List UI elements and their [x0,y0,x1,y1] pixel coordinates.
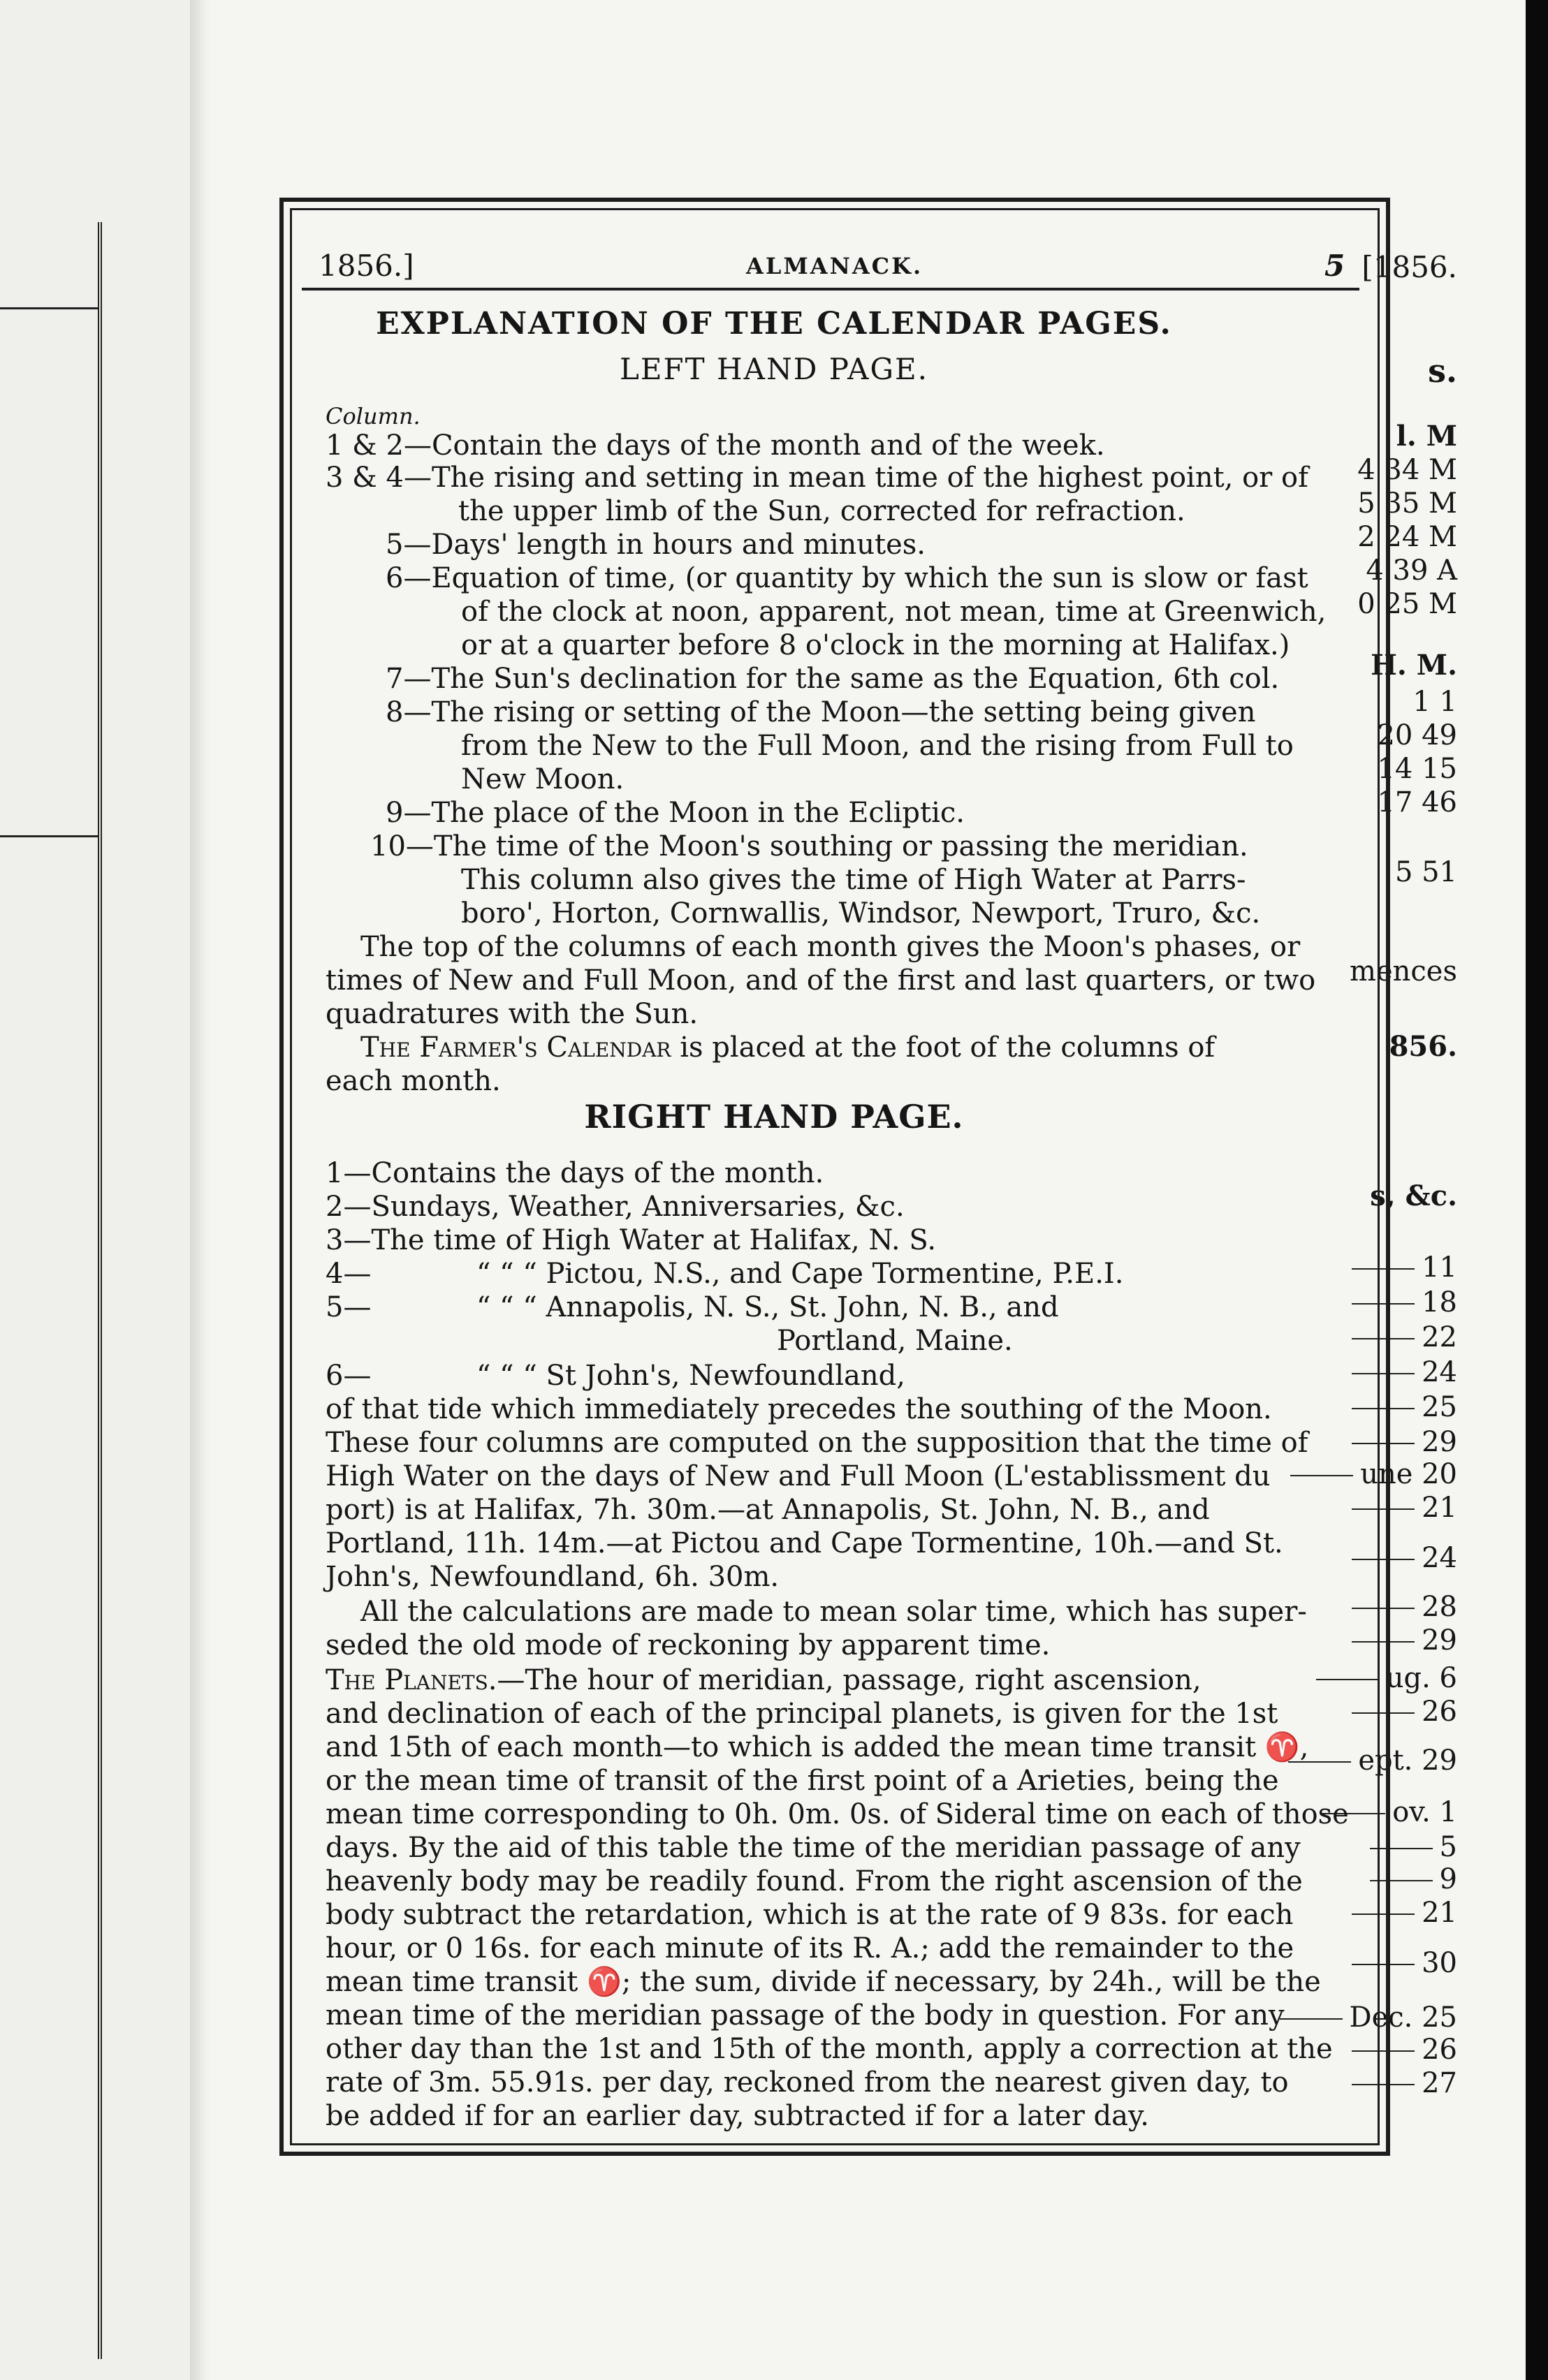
item-number: 10 [370,830,406,862]
list-item [458,494,1185,528]
paragraph-line: and declination of each of the principal planets, is given for the 1st [326,1698,1278,1730]
paragraph-line: heavenly body may be readily found. From the right ascension of the [326,1865,1303,1897]
item-number: 1 & 2 [326,429,404,462]
paragraph-line: John's, Newfoundland, 6h. 30m. [326,1561,780,1593]
left-total-row: 5 51 [1394,856,1457,888]
paragraph-line: rate of 3m. 55.91s. per day, reckoned from the nearest given day, to [326,2066,1289,2099]
left-date-row: 21 [1422,1897,1457,1929]
header-year: 1856.] [319,249,414,283]
paragraph-line: quadratures with the Sun. [326,998,699,1030]
left-col-head-2: H. M. [1371,649,1457,682]
paragraph-line: of that tide which immediately precedes the southing of the Moon. [326,1393,1272,1425]
left-date-row: ov. 1 [1392,1796,1457,1828]
item-number: 1 [326,1157,344,1189]
left-page-frame [0,222,102,2359]
list-item [326,1257,1123,1291]
paragraph-line: other day than the 1st and 15th of the month, apply a correction at the [326,2033,1333,2065]
left-time-row: 14 15 [1377,753,1457,785]
list-item [461,595,1326,629]
item-text: “ “ “ Annapolis, N. S., St. John, N. B., and [476,1291,1059,1323]
paragraph-line: be added if for an earlier day, subtracted if for a later day. [326,2100,1149,2132]
item-text: —Days' length in hours and minutes. [403,529,926,561]
left-date-row: 9 [1440,1863,1457,1895]
item-text: —The time of the Moon's southing or passing the meridian. [405,830,1248,862]
item-text: “ “ “ Pictou, N.S., and Cape Tormentine, P.E.I. [476,1258,1124,1290]
left-time-row: 4 34 M [1357,454,1457,486]
left-date-row: Dec. 25 [1350,2001,1457,2034]
left-date-row: 25 [1422,1391,1457,1423]
list-item [326,1224,936,1257]
list-item [461,729,1294,763]
left-date-row: 18 [1422,1286,1457,1318]
item-text: —Contain the days of the month and of the week. [403,429,1105,462]
left-hand-page-heading: LEFT HAND PAGE. [619,352,929,386]
left-date-row: ept. 29 [1358,1744,1457,1777]
left-date-row: 30 [1422,1947,1457,1979]
left-time-row: 1 1 [1412,686,1457,718]
paragraph-line: mean time of the meridian passage of the body in question. For any [326,1999,1285,2032]
list-item [461,763,624,796]
left-total-rule [0,835,98,837]
left-date-row: ug. 6 [1386,1662,1457,1694]
list-item [326,461,1308,494]
left-time-row: 20 49 [1377,719,1457,751]
item-text: from the New to the Full Moon, and the rising from Full to [461,730,1294,762]
paragraph-line: All the calculations are made to mean solar time, which has super- [360,1596,1307,1628]
left-text-fragment: 856. [1389,1030,1457,1063]
header-rule [302,288,1359,291]
left-date-row: 22 [1422,1321,1457,1353]
item-text: of the clock at noon, apparent, not mean, time at Greenwich, [461,596,1327,628]
list-item [386,796,965,830]
left-time-row: 17 46 [1377,786,1457,818]
left-date-row: 24 [1422,1356,1457,1388]
item-number: 2 [326,1191,344,1223]
item-text: —The Sun's declination for the same as the Equation, 6th col. [403,663,1280,695]
paragraph-line: mean time corresponding to 0h. 0m. 0s. of Sideral time on each of those [326,1798,1349,1830]
left-header: [1856. [1361,250,1457,284]
item-number: 4— [326,1258,372,1290]
paragraph-line: days. By the aid of this table the time of the meridian passage of any [326,1832,1301,1864]
list-item [370,830,1248,863]
item-text: boro', Horton, Cornwallis, Windsor, Newport, Truro, &c. [461,897,1261,930]
header-title: ALMANACK. [746,253,923,279]
paragraph-line: hour, or 0 16s. for each minute of its R. A.; add the remainder to the [326,1932,1294,1964]
left-heading-fragment: s. [1428,352,1457,390]
column-label: Column. [326,403,421,429]
item-text: or at a quarter before 8 o'clock in the morning at Halifax.) [461,629,1290,661]
list-item [386,561,1308,595]
farmers-calendar-label: The Farmer's Calendar [360,1031,671,1064]
left-date-row: 11 [1422,1251,1457,1284]
list-item [461,863,1246,897]
left-date-row: 26 [1422,2034,1457,2066]
item-number: 5 [386,529,404,561]
item-number: 8 [386,696,404,728]
list-item [386,528,926,561]
paragraph-line: seded the old mode of reckoning by apparent time. [326,1629,1051,1661]
item-number: 9 [386,797,404,829]
left-time-row: 2 24 M [1357,521,1457,553]
item-text: Portland, Maine. [777,1325,1013,1357]
left-col-head-1: l. M [1396,420,1457,453]
paragraph-line: mean time transit ♈; the sum, divide if necessary, by 24h., will be the [326,1966,1321,1998]
farmers-calendar-line-2: each month. [326,1065,501,1097]
left-date-row: 24 [1422,1542,1457,1574]
item-number: 5— [326,1291,372,1323]
list-item [326,429,1105,462]
list-item [326,1359,905,1393]
paragraph-line: body subtract the retardation, which is at the rate of 9 83s. for each [326,1899,1294,1931]
list-item [326,1291,1059,1324]
list-item [386,662,1279,696]
planets-label: The Planets. [326,1664,497,1696]
item-text: the upper limb of the Sun, corrected for refraction. [458,495,1185,527]
item-text: This column also gives the time of High Water at Parrs- [461,864,1246,896]
list-item [777,1324,1013,1358]
left-time-row: 0 25 M [1357,588,1457,620]
paragraph-line: The top of the columns of each month gives the Moon's phases, or [360,931,1301,963]
item-text: —The rising or setting of the Moon—the setting being given [403,696,1256,728]
left-date-row: 27 [1422,2067,1457,2099]
paragraph-line: times of New and Full Moon, and of the first and last quarters, or two [326,964,1316,997]
left-time-row: 5 35 M [1357,487,1457,520]
item-text: —The rising and setting in mean time of the highest point, or of [403,462,1308,494]
item-text: —The time of High Water at Halifax, N. S. [343,1224,937,1256]
paragraph-line: port) is at Halifax, 7h. 30m.—at Annapolis, St. John, N. B., and [326,1494,1210,1526]
left-date-row: 29 [1422,1426,1457,1458]
item-number: 6 [386,562,404,594]
page-number: 5 [1324,249,1345,283]
left-date-row: 29 [1422,1624,1457,1657]
page-title: EXPLANATION OF THE CALENDAR PAGES. [376,306,1172,341]
paragraph-line: and 15th of each month—to which is added the mean time transit ♈, [326,1731,1309,1763]
paragraph-line: Portland, 11h. 14m.—at Pictou and Cape Tormentine, 10h.—and St. [326,1527,1283,1559]
item-number: 3 & 4 [326,462,404,494]
paragraph-line: or the mean time of transit of the first point of a Arieties, being the [326,1765,1279,1797]
paragraph-line: These four columns are computed on the supposition that the time of [326,1427,1308,1459]
item-text: —Contains the days of the month. [343,1157,824,1189]
item-text: —Equation of time, (or quantity by which the sun is slow or fast [403,562,1308,594]
left-text-fragment: mences [1350,955,1457,987]
item-number: 3 [326,1224,344,1256]
item-number: 6— [326,1360,372,1392]
item-text: —Sundays, Weather, Anniversaries, &c. [343,1191,905,1223]
item-number: 7 [386,663,404,695]
list-item [326,1156,824,1190]
paragraph-line [326,1663,1202,1697]
left-date-row: une 20 [1360,1458,1457,1490]
left-date-row: 26 [1422,1696,1457,1728]
farmers-calendar-line [360,1031,1215,1064]
item-text: “ “ “ St John's, Newfoundland, [476,1360,905,1392]
list-item [461,897,1260,930]
left-date-row: 28 [1422,1591,1457,1623]
list-item [326,1190,905,1224]
paragraph-line: High Water on the days of New and Full Moon (L'establissment du [326,1460,1271,1492]
left-date-row: 21 [1422,1492,1457,1524]
left-date-row: 5 [1440,1831,1457,1863]
list-item [386,696,1255,729]
right-hand-page-heading: RIGHT HAND PAGE. [584,1098,964,1136]
list-item [461,629,1290,662]
left-time-row: 4 39 A [1366,554,1457,587]
left-text-fragment: s, &c. [1370,1180,1457,1212]
paragraph-text: —The hour of meridian, passage, right ascension, [497,1664,1202,1696]
farmers-calendar-text: is placed at the foot of the columns of [680,1031,1215,1064]
item-text: —The place of the Moon in the Ecliptic. [403,797,965,829]
item-text: New Moon. [461,763,625,795]
